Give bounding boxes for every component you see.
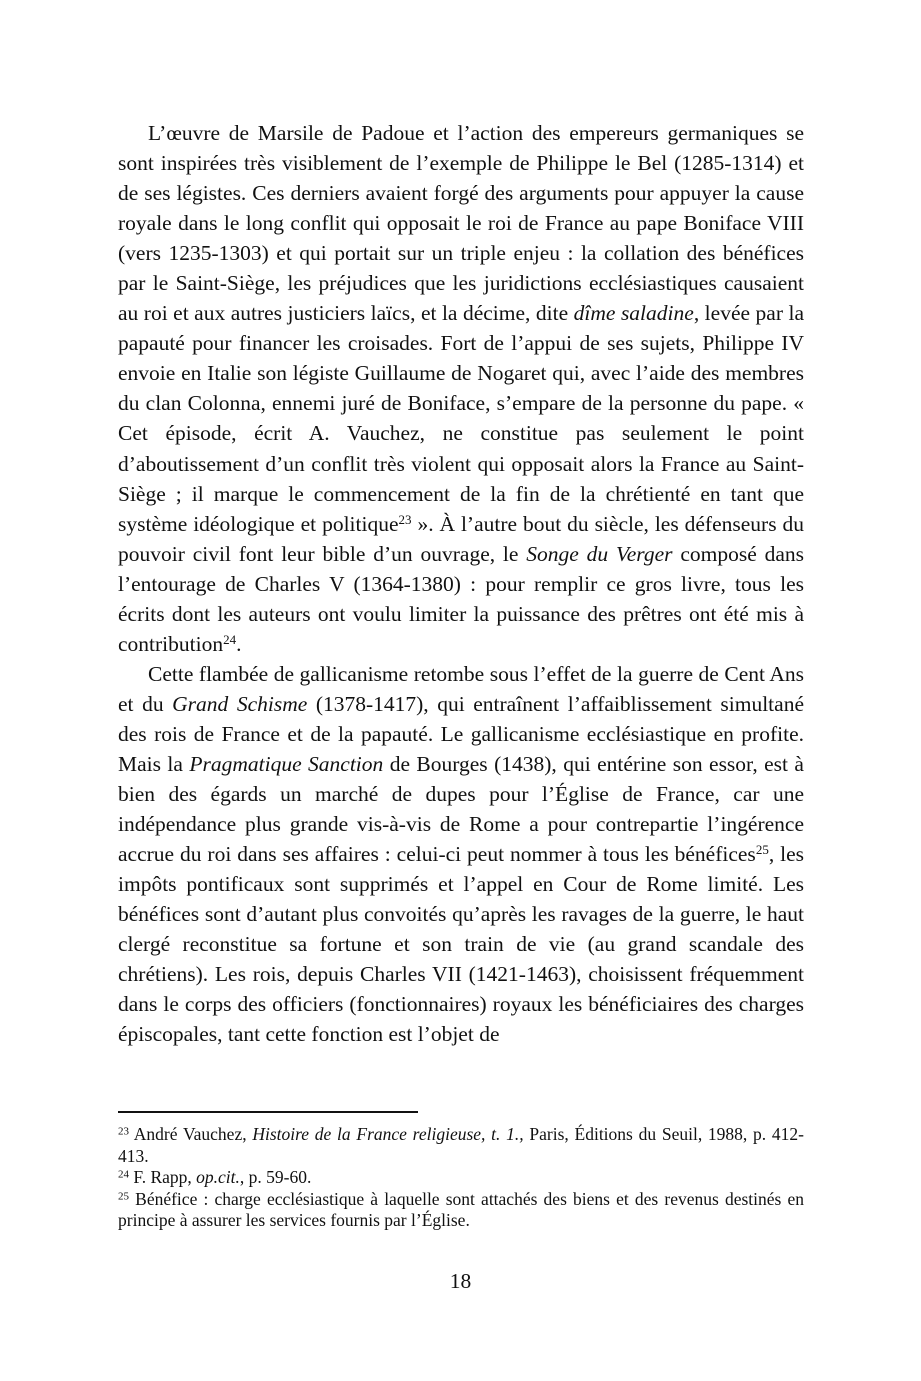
text-run: , p. 59-60. [239,1167,312,1187]
italic-text: Histoire de la France religieuse, t. 1., [252,1124,524,1144]
text-run: composé dans l’entourage de Charles V (1364-1380) : pour remplir ce gros livre, tous les écrits dont les auteurs ont voulu limiter la puissance des prêtres ont été mis à contribution [118,541,804,656]
text-run: Bénéfice : charge ecclésiastique à laquelle sont attachés des biens et des revenus destinés en principe à assurer les services fournis par l’Église. [118,1188,804,1230]
italic-text: Grand Schisme [172,691,308,716]
footnote-separator [118,1111,418,1113]
footnote-reference: 24 [223,631,237,647]
paragraph [118,118,804,659]
text-run: . [236,631,242,656]
footnote-number: 23 [118,1125,129,1138]
main-text-block [118,118,804,1049]
italic-text: dîme saladine [573,301,694,326]
text-run: de Bourges (1438), qui entérine son essor, est à bien des égards un marché de dupes pour l’Église de France, car une indépendance plus grande vis-à-vis de Rome a pour contrepartie l’ingérence accrue du roi dans ses affaires : celui-ci peut nommer à tous les bénéfices [118,751,804,867]
footnotes-block [118,1124,804,1232]
text-run: (1378-1417), qui entraînent l’affaiblissement simultané des rois de France et de la papauté. Le gallicanisme ecclésiastique en profite. Mais la [118,691,804,776]
text-run: F. Rapp, [129,1167,197,1187]
page-number: 18 [449,1269,472,1293]
footnote-reference: 25 [755,841,769,857]
footnote [118,1189,804,1232]
text-run: Paris, Éditions du Seuil, 1988, p. 412-413. [118,1124,805,1166]
italic-text: Pragmatique Sanction [189,751,384,776]
text-run: , levée par la papauté pour financer les croisades. Fort de l’appui de ses sujets, Philippe IV envoie en Italie son légiste Guillaume de Nogaret qui, avec l’aide des membres du clan Colonna, ennemi juré de Boniface, s’empare de la personne du pape. « Cet épisode, écrit A. Vauchez, ne constitue pas seulement le point d’aboutissement d’un conflit très violent qui opposait alors la France au Saint-Siège ; il marque le commencement de la fin de la chrétienté en tant que système idéologique et politique [118,301,804,536]
footnote-number: 25 [118,1190,129,1202]
text-run: L’œuvre de Marsile de Padoue et l’action des empereurs germaniques se sont inspirées très visiblement de l’exemple de Philippe le Bel (1285-1314) et de ses légistes. Ces derniers avaient forgé des arguments pour appuyer la cause royale dans le long conflit qui opposait le roi de France au pape Boniface VIII (vers 1235-1303) et qui portait sur un triple enjeu : la collation des bénéfices par le Saint-Siège, les préjudices que les juridictions ecclésiastiques causaient au roi et aux autres justiciers laïcs, et la décime, dite [118,121,804,326]
footnote [118,1167,804,1189]
italic-text: Songe du Verger [526,541,673,566]
text-run: Cette flambée de gallicanisme retombe sous l’effet de la guerre de Cent Ans et du [118,661,804,716]
paragraph [118,659,804,1050]
footnote-reference: 23 [398,511,412,527]
text-run: André Vauchez, [129,1124,253,1144]
footnote [118,1124,804,1167]
text-run: ». À l’autre bout du siècle, les défenseurs du pouvoir civil font leur bible d’un ouvrage, le [118,511,804,566]
footnote-number: 24 [118,1168,129,1181]
italic-text: op.cit. [196,1167,240,1187]
text-run: , les impôts pontificaux sont supprimés et l’appel en Cour de Rome limité. Les bénéfices sont d’autant plus convoités qu’après les ravages de la guerre, le haut clergé reconstitue sa fortune et son train de vie (au grand scandale des chrétiens). Les rois, depuis Charles VII (1421-1463), choisissent fréquemment dans le corps des officiers (fonctionnaires) royaux les bénéficiaires des charges épiscopales, tant cette fonction est l’objet de [118,842,804,1047]
